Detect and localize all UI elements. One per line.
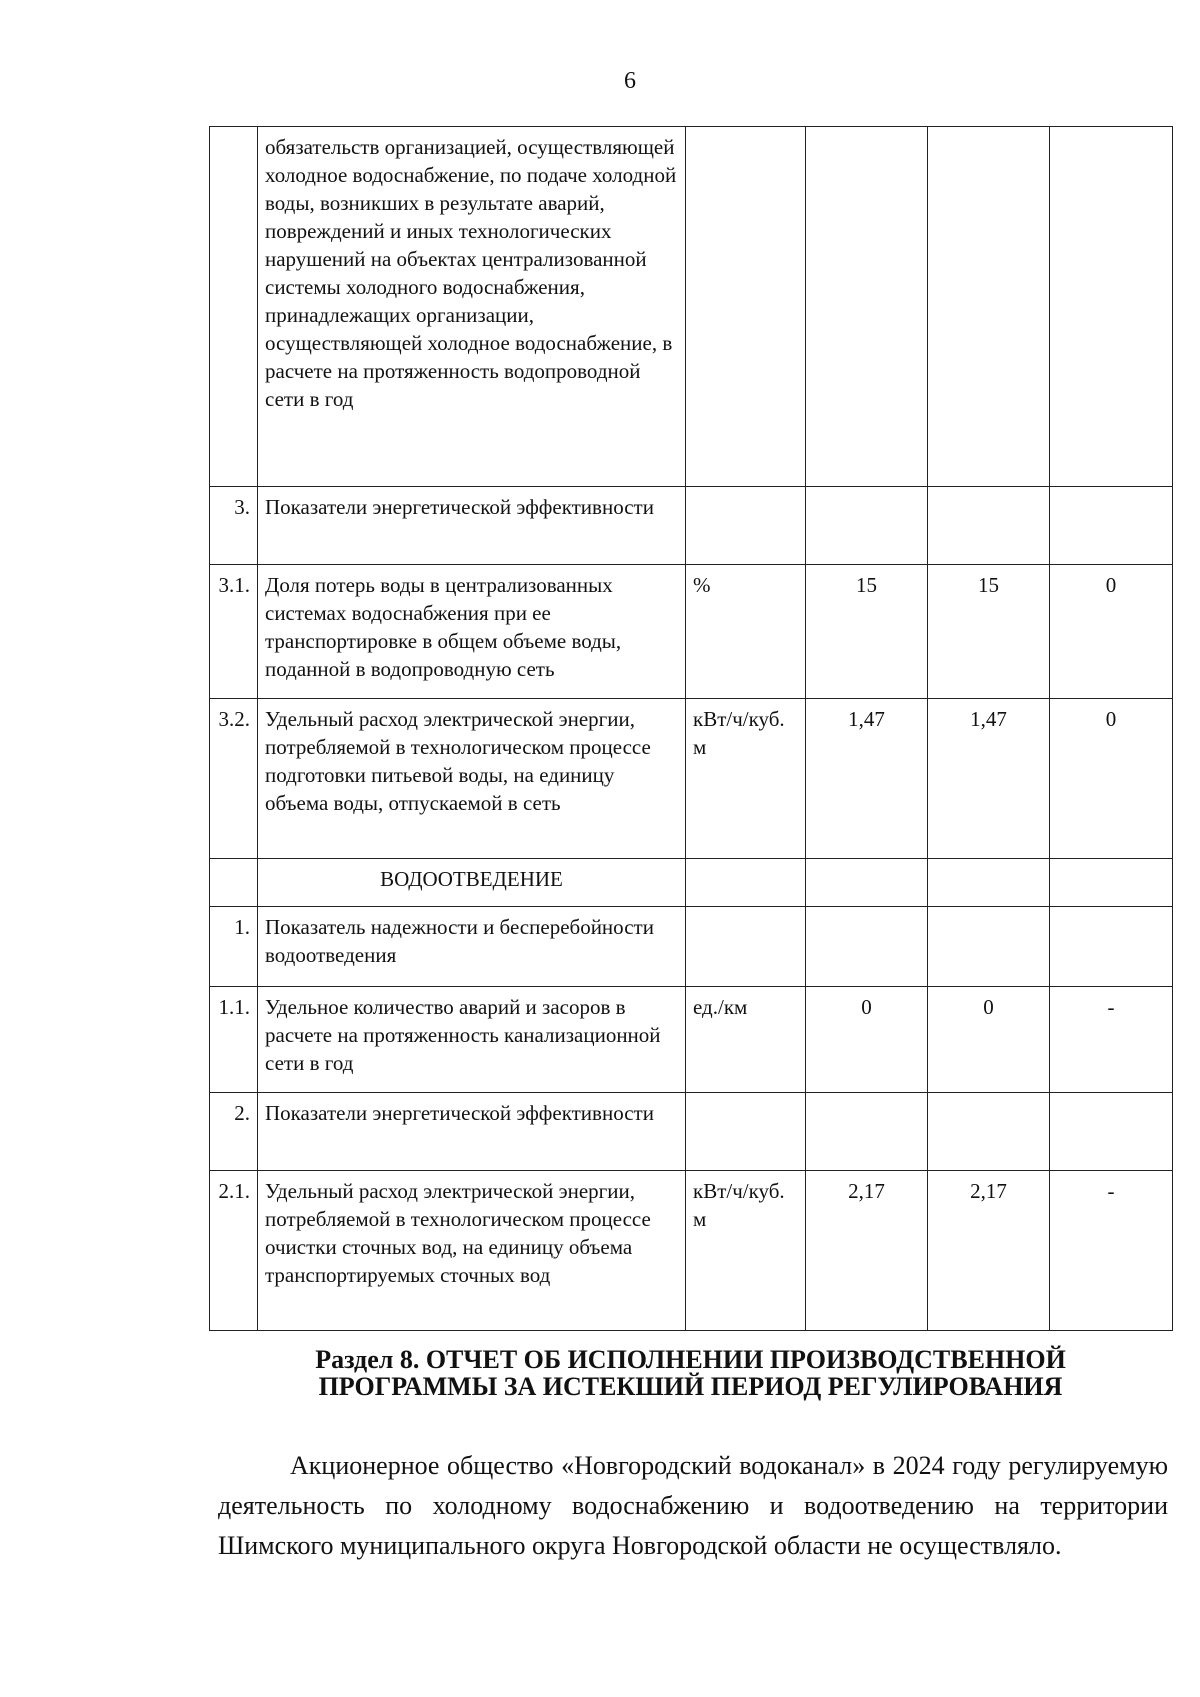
table-row (210, 565, 1173, 699)
indicator-name: Показатели энергетической эффективности (258, 487, 686, 565)
table-row (210, 699, 1173, 859)
value-cell: 15 (806, 565, 928, 699)
unit-cell (686, 487, 806, 565)
indicator-name: Доля потерь воды в централизованных системах водоснабжения при ее транспортировке в общем объеме воды, поданной в водопроводную сеть (258, 565, 686, 699)
value-cell: 2,17 (928, 1171, 1050, 1331)
section-title-line-1: Раздел 8. ОТЧЕТ ОБ ИСПОЛНЕНИИ ПРОИЗВОДСТВЕННОЙ (315, 1345, 1066, 1374)
unit-cell: % (686, 565, 806, 699)
table-row (210, 987, 1173, 1093)
unit-cell (686, 859, 806, 907)
value-cell: 0 (1050, 699, 1173, 859)
value-cell: - (1050, 987, 1173, 1093)
row-number: 1. (210, 907, 258, 987)
value-cell (1050, 1093, 1173, 1171)
section-title (209, 1346, 1172, 1400)
value-cell (806, 127, 928, 487)
value-cell: 2,17 (806, 1171, 928, 1331)
section-heading-water-disposal: ВОДООТВЕДЕНИЕ (258, 859, 686, 907)
indicator-name: Показатель надежности и бесперебойности водоотведения (258, 907, 686, 987)
table-row (210, 127, 1173, 487)
indicator-name: Удельный расход электрической энергии, потребляемой в технологическом процессе подготовки питьевой воды, на единицу объема воды, отпускаемой в сеть (258, 699, 686, 859)
unit-cell: кВт/ч/куб. м (686, 1171, 806, 1331)
indicator-name: обязательств организацией, осуществляющей холодное водоснабжение, по подаче холодной воды, возникших в результате аварий, повреждений и иных технологических нарушений на объектах централизованной системы холодного водоснабжения, принадлежащих организации, осуществляющей холодное водоснабжение, в расчете на протяженность водопроводной сети в год (258, 127, 686, 487)
value-cell (928, 127, 1050, 487)
value-cell (928, 487, 1050, 565)
row-number: 3.2. (210, 699, 258, 859)
row-number: 1.1. (210, 987, 258, 1093)
indicators-table (209, 126, 1173, 1331)
value-cell (806, 487, 928, 565)
value-cell (928, 859, 1050, 907)
row-number: 3. (210, 487, 258, 565)
table-row (210, 859, 1173, 907)
row-number: 2.1. (210, 1171, 258, 1331)
value-cell (1050, 859, 1173, 907)
unit-cell (686, 1093, 806, 1171)
table-row (210, 907, 1173, 987)
row-number (210, 127, 258, 487)
value-cell (928, 907, 1050, 987)
table-row (210, 487, 1173, 565)
value-cell: 0 (806, 987, 928, 1093)
value-cell (806, 907, 928, 987)
value-cell: 0 (1050, 565, 1173, 699)
value-cell (1050, 487, 1173, 565)
value-cell (1050, 907, 1173, 987)
unit-cell: кВт/ч/куб. м (686, 699, 806, 859)
value-cell: 1,47 (806, 699, 928, 859)
value-cell (806, 859, 928, 907)
section-title-line-2: ПРОГРАММЫ ЗА ИСТЕКШИЙ ПЕРИОД РЕГУЛИРОВАНИЯ (318, 1372, 1063, 1401)
indicator-name: Удельное количество аварий и засоров в расчете на протяженность канализационной сети в год (258, 987, 686, 1093)
value-cell (806, 1093, 928, 1171)
value-cell (1050, 127, 1173, 487)
value-cell (928, 1093, 1050, 1171)
row-number: 2. (210, 1093, 258, 1171)
value-cell: 15 (928, 565, 1050, 699)
value-cell: 0 (928, 987, 1050, 1093)
body-paragraph: Акционерное общество «Новгородский водоканал» в 2024 году регулируемую деятельность по холодному водоснабжению и водоотведению на территории Шимского муниципального округа Новгородской области не осуществляло. (218, 1451, 1168, 1560)
indicator-name: Показатели энергетической эффективности (258, 1093, 686, 1171)
table-row (210, 1093, 1173, 1171)
value-cell: 1,47 (928, 699, 1050, 859)
row-number (210, 859, 258, 907)
row-number: 3.1. (210, 565, 258, 699)
table-row (210, 1171, 1173, 1331)
unit-cell (686, 127, 806, 487)
value-cell: - (1050, 1171, 1173, 1331)
unit-cell (686, 907, 806, 987)
page-number: 6 (624, 68, 636, 94)
indicator-name: Удельный расход электрической энергии, потребляемой в технологическом процессе очистки сточных вод, на единицу объема транспортируемых сточных вод (258, 1171, 686, 1331)
unit-cell: ед./км (686, 987, 806, 1093)
